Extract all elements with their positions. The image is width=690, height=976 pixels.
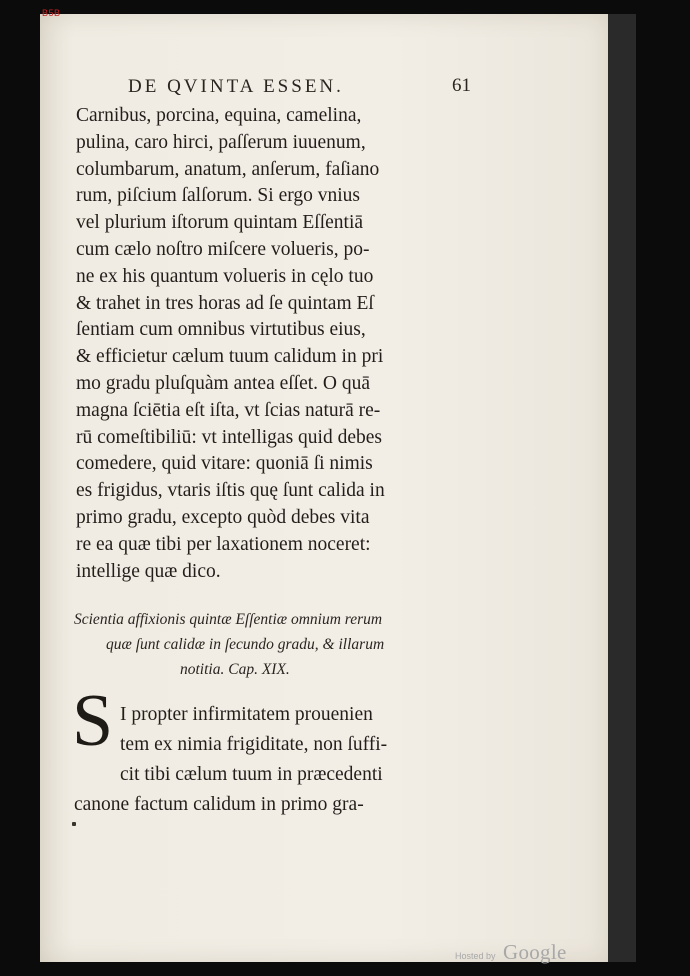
text-line: I propter infirmitatem prouenien: [120, 704, 373, 725]
corner-mark: B5B: [42, 8, 61, 18]
page-number: 61: [452, 75, 471, 96]
text-line: columbarum, anatum, anſerum, faſiano: [76, 158, 380, 180]
hosted-by-label: Hosted by: [455, 951, 496, 961]
google-watermark: [455, 940, 567, 965]
page-edge: [608, 14, 636, 962]
ink-mark: [72, 822, 76, 826]
text-line: cum cælo noſtro miſcere volueris, po-: [76, 238, 370, 260]
text-line: & efficietur cælum tuum calidum in pri: [76, 346, 384, 368]
text-line: vel plurium iſtorum quintam Eſſentiā: [76, 212, 364, 234]
text-line: canone factum calidum in primo gra-: [74, 794, 364, 815]
text-line: pulina, caro hirci, paſſerum iuuenum,: [76, 131, 366, 153]
text-line: tem ex nimia frigiditate, non ſuffi-: [120, 734, 388, 755]
text-line: primo gradu, excepto quòd debes vita: [76, 506, 370, 528]
drop-cap: S: [72, 680, 114, 762]
text-line: Carnibus, porcina, equina, camelina,: [76, 105, 362, 126]
text-line: comedere, quid vitare: quoniā ſi nimis: [76, 453, 373, 475]
text-line: & trahet in tres horas ad ſe quintam Eſ: [76, 292, 374, 314]
heading-line: notitia. Cap. XIX.: [180, 661, 290, 678]
text-line: es frigidus, vtaris iſtis quę ſunt calida in: [76, 480, 385, 502]
text-line: re ea quæ tibi per laxationem noceret:: [76, 533, 371, 555]
chapter-heading: [74, 607, 494, 682]
text-line: rum, piſcium ſalſorum. Si ergo vnius: [76, 185, 360, 207]
text-line: intellige quæ dico.: [76, 560, 221, 582]
text-line: ſentiam cum omnibus virtutibus eius,: [76, 319, 366, 341]
heading-line: Scientia affixionis quintæ Eſſentiæ omnium rerum: [74, 611, 383, 628]
google-logo: Google: [502, 940, 567, 964]
heading-line: quæ ſunt calidæ in ſecundo gradu, & illarum: [106, 636, 385, 653]
running-head: DE QVINTA ESSEN.: [128, 76, 344, 97]
text-line: magna ſciētia eſt iſta, vt ſcias naturā re-: [76, 399, 381, 421]
body-text: [76, 103, 496, 585]
text-line: ne ex his quantum volueris in cęlo tuo: [76, 265, 374, 287]
section-text: [74, 700, 494, 820]
text-line: cit tibi cælum tuum in præcedenti: [120, 764, 383, 785]
text-line: rū comeſtibiliū: vt intelligas quid debes: [76, 426, 382, 448]
text-line: mo gradu pluſquàm antea eſſet. O quā: [76, 372, 371, 394]
